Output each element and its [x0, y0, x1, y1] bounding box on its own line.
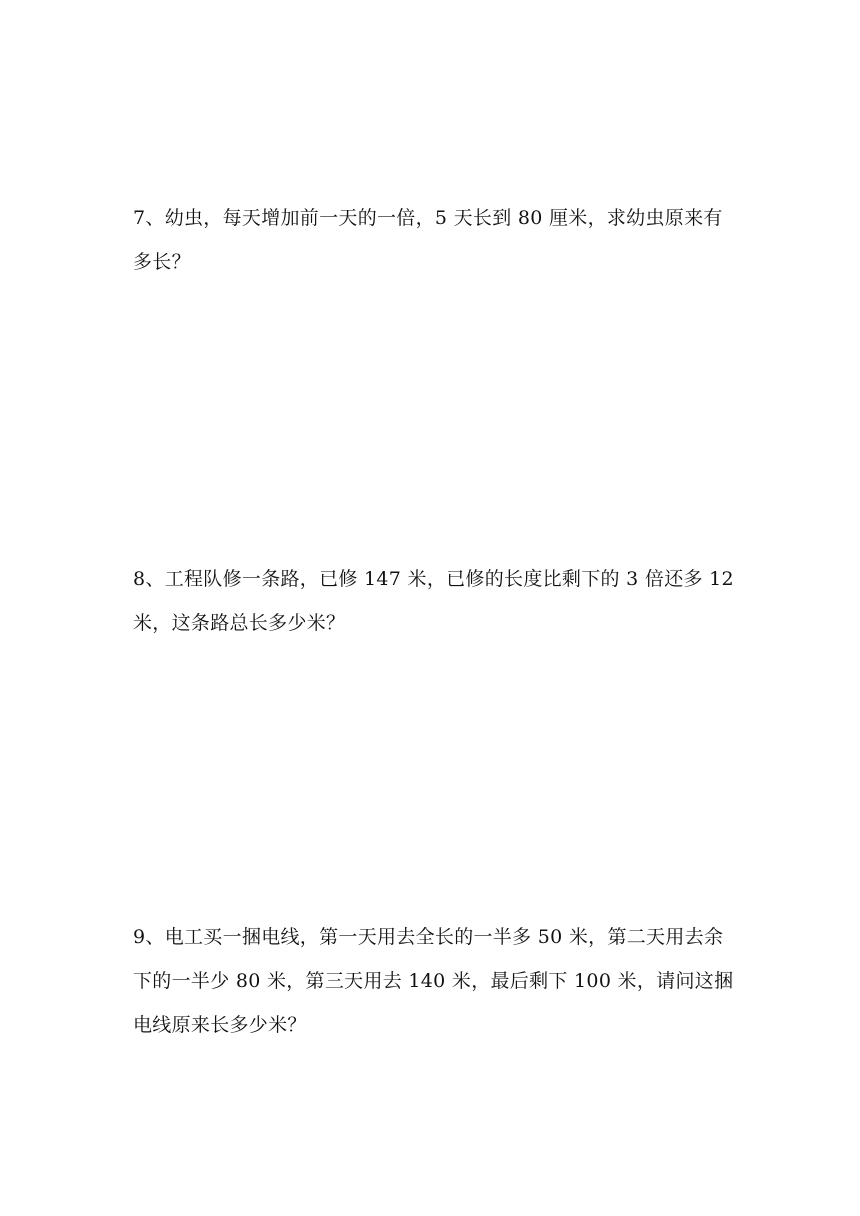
question-8 [133, 557, 733, 645]
question-7-line-2: 多长？ [133, 251, 191, 273]
question-9-line-1: 9、电工买一捆电线，第一天用去全长的一半多 50 米，第二天用去余 [133, 926, 724, 948]
question-9-line-2: 下的一半少 80 米，第三天用去 140 米，最后剩下 100 米，请问这捆 [133, 970, 734, 992]
question-7-line-1: 7、幼虫，每天增加前一天的一倍，5 天长到 80 厘米，求幼虫原来有 [133, 207, 723, 229]
question-9 [133, 915, 733, 1047]
question-7 [133, 196, 733, 284]
question-8-line-1: 8、工程队修一条路，已修 147 米，已修的长度比剩下的 3 倍还多 12 [133, 568, 734, 590]
question-8-line-2: 米，这条路总长多少米？ [133, 612, 346, 634]
question-9-line-3: 电线原来长多少米？ [133, 1014, 307, 1036]
